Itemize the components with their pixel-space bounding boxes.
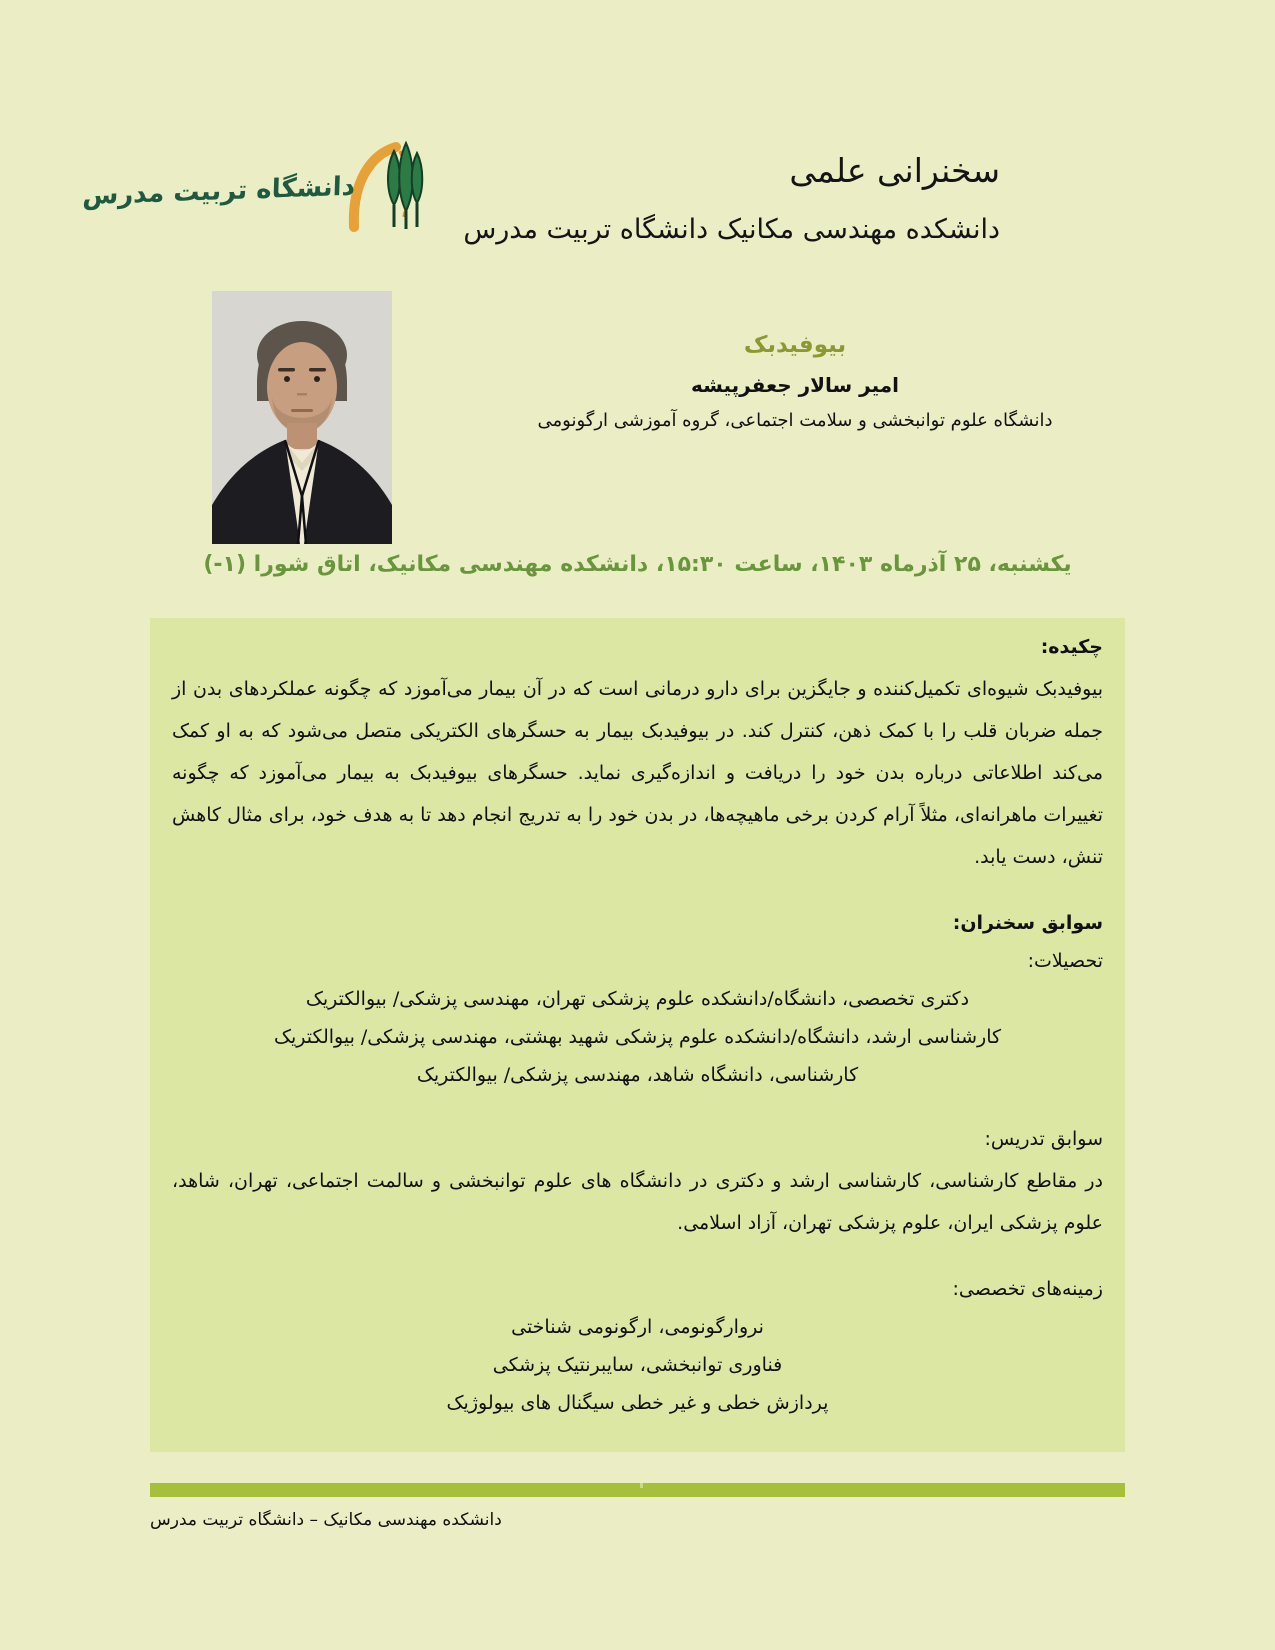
abstract-heading: چکیده:	[1040, 636, 1103, 658]
talk-title: بیوفیدبک	[743, 332, 847, 358]
education-item: کارشناسی، دانشگاه شاهد، مهندسی پزشکی/ بیوالکتریک	[416, 1064, 859, 1086]
footer-text: دانشکده مهندسی مکانیک – دانشگاه تربیت مدرس	[150, 1510, 502, 1530]
header-titles	[463, 146, 1000, 252]
logo-calligraphy-text: دانشگاه تربیت مدرس	[81, 171, 356, 212]
speaker-background-heading: سوابق سخنران:	[952, 912, 1103, 934]
education-label: تحصیلات:	[1027, 950, 1103, 972]
page-title: سخنرانی علمی	[789, 151, 1000, 190]
speaker-name: امیر سالار جعفرپیشه	[690, 373, 900, 397]
speaker-photo	[212, 291, 392, 544]
logo-trees-icon	[348, 135, 428, 235]
details-box	[150, 618, 1125, 1452]
teaching-label: سوابق تدریس:	[984, 1128, 1103, 1150]
speaker-affiliation: دانشگاه علوم توانبخشی و سلامت اجتماعی، گروه آموزشی ارگونومی	[537, 410, 1053, 431]
footer-rule	[150, 1483, 1125, 1497]
education-item: دکتری تخصصی، دانشگاه/دانشکده علوم پزشکی تهران، مهندسی پزشکی/ بیوالکتریک	[305, 988, 970, 1010]
fields-label: زمینه‌های تخصصی:	[952, 1278, 1103, 1300]
teaching-text: در مقاطع کارشناسی، کارشناسی ارشد و دکتری در دانشگاه های علوم توانبخشی و سالمت اجتماعی، تهران، شاهد، علوم پزشکی ایران، علوم پزشکی تهران، آزاد اسلامی.	[172, 1170, 1103, 1234]
education-item: کارشناسی ارشد، دانشگاه/دانشکده علوم پزشکی شهید بهشتی، مهندسی پزشکی/ بیوالکتریک	[273, 1026, 1002, 1048]
field-item: پردازش خطی و غیر خطی سیگنال های بیولوژیک	[446, 1392, 829, 1414]
university-logo	[81, 135, 430, 240]
abstract-body: بیوفیدبک شیوه‌ای تکمیل‌کننده و جایگزین برای دارو درمانی است که در آن بیمار می‌آموزد که چگونه عملکردهای بدن از جمله ضربان قلب را با کمک ذهن، کنترل کند. در بیوفیدبک بیمار به حسگرهای الکتریکی متصل می‌شود که به او کمک می‌کند اطلاعاتی درباره بدن خود را دریافت و اندازه‌گیری نماید. حسگرهای بیوفیدبک به بیمار می‌آموزد که چگونه تغییرات ماهرانه‌ای، مثلاً آرام کردن برخی ماهیچه‌ها، در بدن خود را به تدریج انجام دهد تا به هدف خود، برای مثال کاهش تنش، دست یابد.	[172, 678, 1103, 868]
session-datetime-line: یکشنبه، ۲۵ آذرماه ۱۴۰۳، ساعت ۱۵:۳۰، دانشکده مهندسی مکانیک، اتاق شورا (۱-)	[203, 552, 1072, 577]
field-item: فناوری توانبخشی، سایبرنتیک پزشکی	[492, 1354, 783, 1376]
speaker-block	[445, 330, 1145, 433]
speaker-portrait-image	[212, 291, 392, 544]
footer-rule-seam	[640, 1483, 643, 1488]
field-item: نروارگونومی، ارگونومی شناختی	[511, 1316, 764, 1338]
page-subtitle: دانشکده مهندسی مکانیک دانشگاه تربیت مدرس	[463, 214, 1000, 245]
